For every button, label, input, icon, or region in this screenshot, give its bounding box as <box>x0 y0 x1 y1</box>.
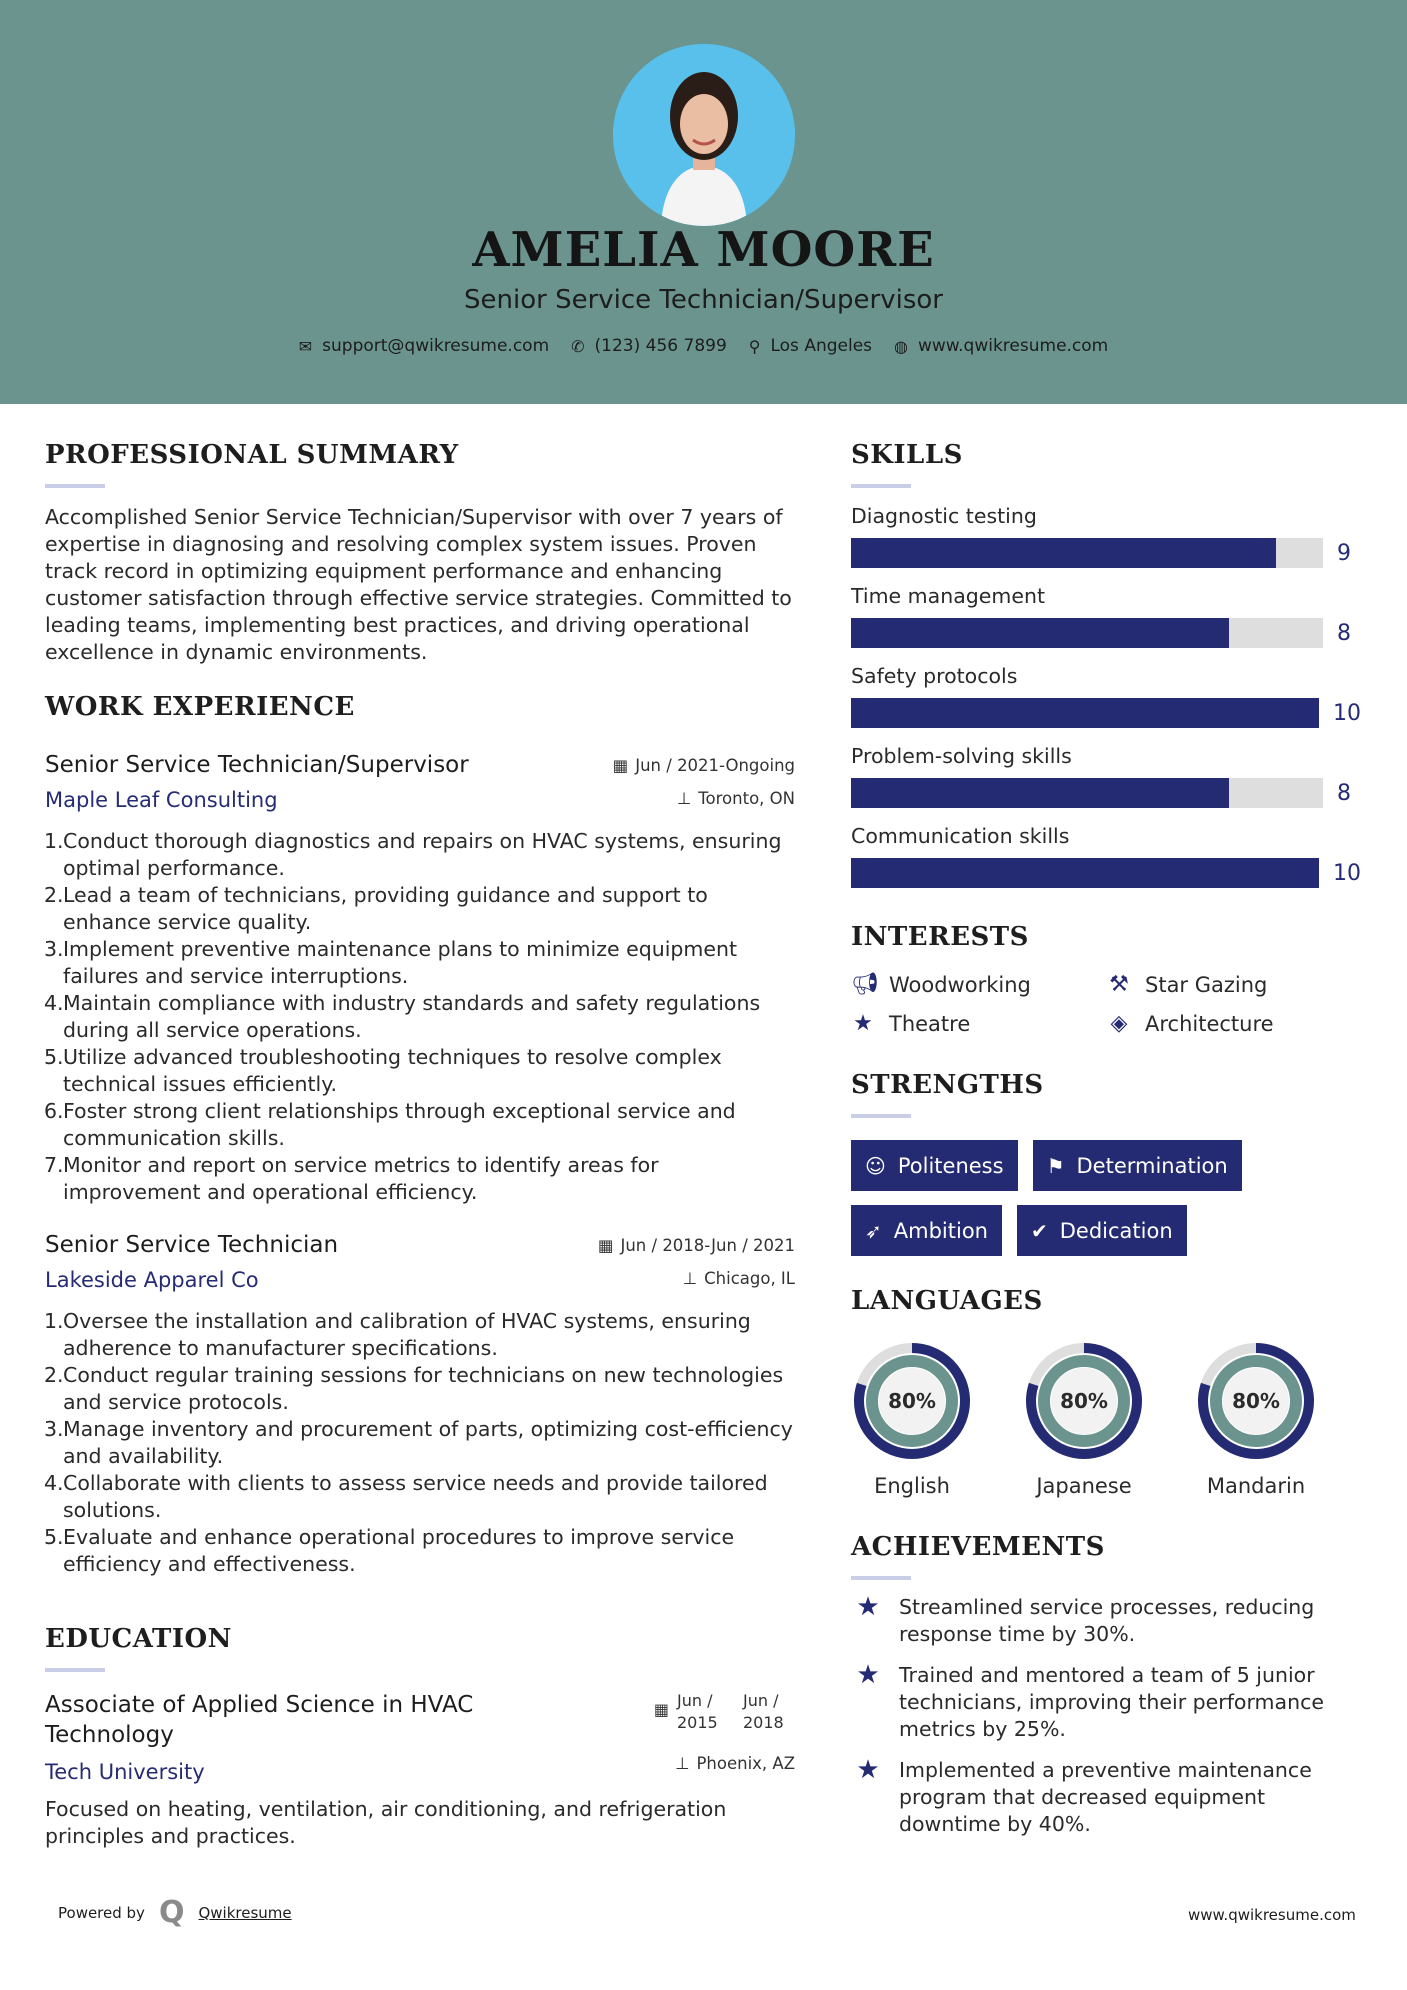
education-section <box>45 1624 795 1850</box>
list-item: 7. Monitor and report on service metrics to identify areas for improvement and operational efficiency. <box>44 1153 659 1204</box>
list-item: 5. Utilize advanced troubleshooting techniques to resolve complex technical issues efficiently. <box>44 1045 722 1096</box>
header-banner <box>0 0 1407 404</box>
language-ring <box>1195 1340 1317 1462</box>
achievement-item: ★ Implemented a preventive maintenance program that decreased equipment downtime by 40%. <box>851 1757 1361 1838</box>
achievement-item: ★ Streamlined service processes, reducing response time by 30%. <box>851 1594 1361 1648</box>
section-heading: WORK EXPERIENCE <box>45 692 355 722</box>
profile-photo <box>613 44 795 226</box>
candidate-name: AMELIA MOORE <box>472 222 935 278</box>
heading-underline <box>851 484 911 488</box>
skill-item <box>851 744 1361 808</box>
job-dates: ▦ Jun / 2021-Ongoing <box>612 756 795 775</box>
smiley-icon: ☺ <box>865 1153 886 1178</box>
calendar-icon: ▦ <box>612 756 629 775</box>
shooting-star-icon: ★ <box>856 1755 880 1785</box>
skill-bar <box>851 698 1319 728</box>
pin-icon: ⊥ <box>675 1754 690 1773</box>
qwikresume-logo-icon: Q <box>158 1895 185 1930</box>
summary-section <box>45 440 795 666</box>
gavel-icon: ⚒ <box>1109 972 1129 997</box>
language-percent: 80% <box>1232 1389 1280 1413</box>
summary-text: Accomplished Senior Service Technician/Supervisor with over 7 years of expertise in diagnosing and resolving complex system issues. Proven track record in optimizing equipment performance and enhancing customer satisfaction through effective service strategies. Committed to leading teams, implementing best practices, and driving operational excellence in dynamic environments. <box>45 505 792 664</box>
powered-by: Powered by Q Qwikresume <box>58 1895 292 1930</box>
interests-list <box>851 972 1361 1036</box>
education-entry <box>45 1690 795 1850</box>
section-heading: INTERESTS <box>851 922 1029 952</box>
skill-name: Problem-solving skills <box>851 744 1072 768</box>
achievements-section <box>851 1532 1361 1838</box>
job-company: Maple Leaf Consulting <box>45 788 278 812</box>
language-ring <box>1023 1340 1145 1462</box>
brand-link[interactable]: Qwikresume <box>198 1903 292 1922</box>
list-item: 2. Conduct regular training sessions for technicians on new technologies and service protocols. <box>44 1363 784 1414</box>
job-dates: ▦ Jun / 2018-Jun / 2021 <box>597 1236 795 1255</box>
language-name: Japanese <box>1036 1474 1132 1498</box>
skill-name: Diagnostic testing <box>851 504 1037 528</box>
list-item: 4. Maintain compliance with industry standards and safety regulations during all service operations. <box>44 991 761 1042</box>
contact-location: ⚲ Los Angeles <box>748 336 873 356</box>
education-dates: ▦ Jun / 2015 Jun / 2018 <box>653 1691 784 1732</box>
skill-item <box>851 584 1361 648</box>
strength-badge: ➶ Ambition <box>851 1205 1002 1256</box>
section-heading: PROFESSIONAL SUMMARY <box>45 440 459 470</box>
skill-bar <box>851 538 1323 568</box>
strengths-list <box>851 1140 1271 1256</box>
footer-site-link[interactable]: www.qwikresume.com <box>1188 1906 1356 1924</box>
job-title: Senior Service Technician/Supervisor <box>45 752 469 778</box>
language-name: English <box>874 1474 950 1498</box>
list-item: 1. Conduct thorough diagnostics and repairs on HVAC systems, ensuring optimal performance. <box>44 829 782 880</box>
list-item: 4. Collaborate with clients to assess service needs and provide tailored solutions. <box>44 1471 768 1522</box>
flag-icon: ⚑ <box>1046 1153 1065 1178</box>
job-location: ⊥ Chicago, IL <box>682 1269 795 1288</box>
school-name: Tech University <box>45 1760 205 1784</box>
star-icon: ★ <box>853 1011 873 1036</box>
calendar-icon: ▦ <box>597 1236 614 1255</box>
interest-item: ◈ Architecture <box>1107 1011 1337 1036</box>
list-item: 5. Evaluate and enhance operational procedures to improve service efficiency and effectiveness. <box>44 1525 735 1576</box>
right-column <box>851 440 1361 1838</box>
skill-item <box>851 664 1361 728</box>
language-percent: 80% <box>1060 1389 1108 1413</box>
skill-bar-fill <box>851 618 1229 648</box>
education-location: ⊥ Phoenix, AZ <box>675 1754 795 1773</box>
location-pin-icon: ⚲ <box>748 336 761 356</box>
section-heading: EDUCATION <box>45 1624 232 1654</box>
language-name: Mandarin <box>1206 1474 1306 1498</box>
achievements-list <box>851 1594 1361 1838</box>
section-heading: STRENGTHS <box>851 1070 1044 1100</box>
heading-underline <box>851 1114 911 1118</box>
left-column <box>45 440 795 1850</box>
skill-item <box>851 824 1361 888</box>
skills-section <box>851 440 1361 888</box>
skill-item <box>851 504 1361 568</box>
language-item <box>851 1340 973 1498</box>
contact-bar <box>0 336 1407 356</box>
skill-value: 10 <box>1333 700 1361 726</box>
contact-phone[interactable]: ✆ (123) 456 7899 <box>571 336 727 356</box>
list-item: 2. Lead a team of technicians, providing guidance and support to enhance service quality. <box>44 883 708 934</box>
interests-section <box>851 922 1361 1036</box>
job-entry <box>45 752 795 1206</box>
globe-icon: ◍ <box>894 336 908 356</box>
experience-section <box>45 692 795 1578</box>
section-heading: SKILLS <box>851 440 963 470</box>
rocket-icon: ➶ <box>865 1218 882 1243</box>
phone-icon: ✆ <box>571 336 585 356</box>
pin-icon: ⊥ <box>682 1269 698 1288</box>
languages-list <box>851 1340 1361 1498</box>
job-entry <box>45 1232 795 1578</box>
shooting-star-icon: ★ <box>856 1660 880 1690</box>
strength-badge: ✔ Dedication <box>1017 1205 1187 1256</box>
language-ring <box>851 1340 973 1462</box>
heading-underline <box>45 1668 105 1672</box>
shooting-star-icon: ★ <box>856 1592 880 1622</box>
pin-icon: ⊥ <box>676 789 692 808</box>
calendar-icon: ▦ <box>653 1700 669 1719</box>
strength-badge: ☺ Politeness <box>851 1140 1018 1191</box>
skill-bar-fill <box>851 858 1319 888</box>
language-item <box>1023 1340 1145 1498</box>
languages-section <box>851 1286 1361 1498</box>
job-location: ⊥ Toronto, ON <box>676 789 795 808</box>
envelope-icon: ✉ <box>298 336 313 356</box>
language-item <box>1195 1340 1317 1498</box>
section-heading: ACHIEVEMENTS <box>851 1532 1105 1562</box>
skill-bar-fill <box>851 538 1276 568</box>
strength-badge: ⚑ Determination <box>1033 1140 1242 1191</box>
strengths-section <box>851 1070 1361 1256</box>
skill-value: 9 <box>1337 540 1351 566</box>
skill-name: Safety protocols <box>851 664 1018 688</box>
skill-value: 8 <box>1337 620 1351 646</box>
list-item: 1. Oversee the installation and calibration of HVAC systems, ensuring adherence to manufacturer specifications. <box>44 1309 751 1360</box>
skill-bar <box>851 618 1323 648</box>
interest-item: ★ Theatre <box>851 1011 1107 1036</box>
heading-underline <box>851 1576 911 1580</box>
job-company: Lakeside Apparel Co <box>45 1268 259 1292</box>
candidate-title: Senior Service Technician/Supervisor <box>464 285 943 315</box>
job-title: Senior Service Technician <box>45 1232 339 1258</box>
skill-name: Communication skills <box>851 824 1070 848</box>
skill-bar <box>851 858 1319 888</box>
megaphone-icon: 📢︎ <box>851 972 879 997</box>
section-heading: LANGUAGES <box>851 1286 1043 1316</box>
interest-item: 📢︎ Woodworking <box>851 972 1031 997</box>
list-item: 3. Manage inventory and procurement of parts, optimizing cost-efficiency and availability. <box>44 1417 793 1468</box>
skill-bar <box>851 778 1323 808</box>
language-percent: 80% <box>888 1389 936 1413</box>
skill-value: 10 <box>1333 860 1361 886</box>
list-item: 3. Implement preventive maintenance plans to minimize equipment failures and service interruptions. <box>44 937 738 988</box>
skill-bar-fill <box>851 778 1229 808</box>
check-circle-icon: ✔ <box>1030 1218 1048 1243</box>
achievement-item: ★ Trained and mentored a team of 5 junior technicians, improving their performance metrics by 25%. <box>851 1662 1361 1743</box>
contact-website[interactable]: ◍ www.qwikresume.com <box>894 336 1109 356</box>
job-bullets <box>45 828 795 1206</box>
heading-underline <box>45 484 105 488</box>
interest-item: ⚒ Star Gazing <box>1107 972 1337 997</box>
job-bullets <box>45 1308 795 1578</box>
skill-value: 8 <box>1337 780 1351 806</box>
contact-email[interactable]: ✉ support@qwikresume.com <box>298 336 550 356</box>
skill-bar-fill <box>851 698 1319 728</box>
skills-list <box>851 504 1361 888</box>
education-description: Focused on heating, ventilation, air conditioning, and refrigeration principles and practices. <box>45 1797 727 1848</box>
skill-name: Time management <box>851 584 1046 608</box>
list-item: 6. Foster strong client relationships through exceptional service and communication skills. <box>44 1099 736 1150</box>
ruler-tag-icon: ◈ <box>1110 1011 1128 1036</box>
degree-title: Associate of Applied Science in HVAC Technology <box>45 1692 474 1748</box>
